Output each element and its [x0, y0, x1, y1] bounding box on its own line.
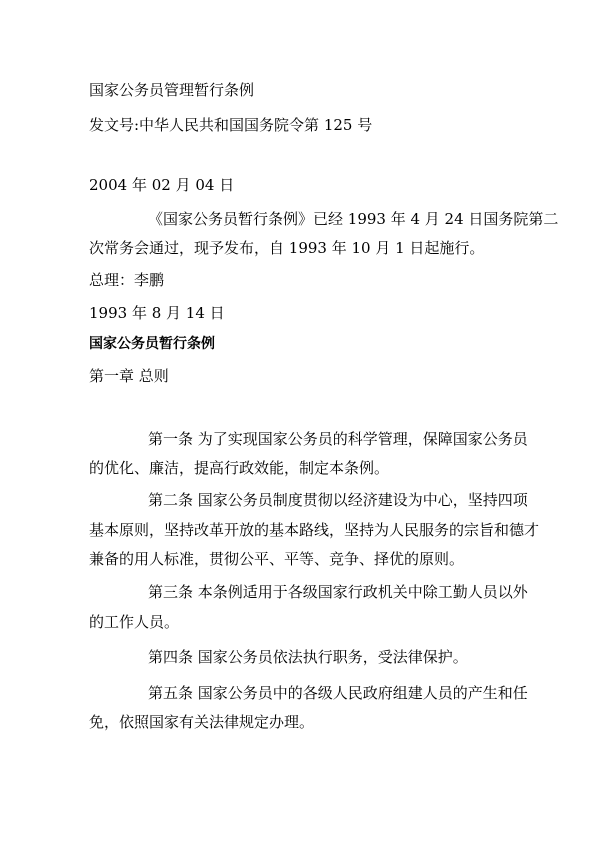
- article-4-line-1: 第四条 国家公务员依法执行职务，受法律保护。: [148, 648, 468, 666]
- issue-date: 2004 年 02 月 04 日: [89, 176, 235, 194]
- chapter-heading: 第一章 总则: [89, 367, 169, 385]
- sign-date: 1993 年 8 月 14 日: [89, 304, 225, 322]
- article-3-line-2: 的工作人员。: [89, 613, 180, 631]
- article-3-line-1: 第三条 本条例适用于各级国家行政机关中除工勤人员以外: [148, 583, 528, 601]
- article-5-line-2: 免，依照国家有关法律规定办理。: [89, 713, 315, 731]
- document-number: 发文号:中华人民共和国国务院令第 125 号: [89, 116, 373, 134]
- signatory: 总理：李鹏: [89, 271, 165, 289]
- article-2-line-2: 基本原则，坚持改革开放的基本路线，坚持为人民服务的宗旨和德才: [89, 521, 540, 539]
- article-2-line-1: 第二条 国家公务员制度贯彻以经济建设为中心，坚持四项: [148, 491, 528, 509]
- decree-line-1: 《国家公务员暂行条例》已经 1993 年 4 月 24 日国务院第二: [148, 210, 559, 228]
- article-2-line-3: 兼备的用人标准，贯彻公平、平等、竞争、择优的原则。: [89, 550, 465, 568]
- header-title: 国家公务员管理暂行条例: [89, 81, 255, 99]
- decree-line-2: 次常务会通过，现予发布，自 1993 年 10 月 1 日起施行。: [89, 239, 485, 257]
- regulation-title: 国家公务员暂行条例: [89, 336, 215, 352]
- article-5-line-1: 第五条 国家公务员中的各级人民政府组建人员的产生和任: [148, 684, 528, 702]
- article-1-line-2: 的优化、廉洁，提高行政效能，制定本条例。: [89, 459, 390, 477]
- article-1-line-1: 第一条 为了实现国家公务员的科学管理，保障国家公务员: [148, 430, 528, 448]
